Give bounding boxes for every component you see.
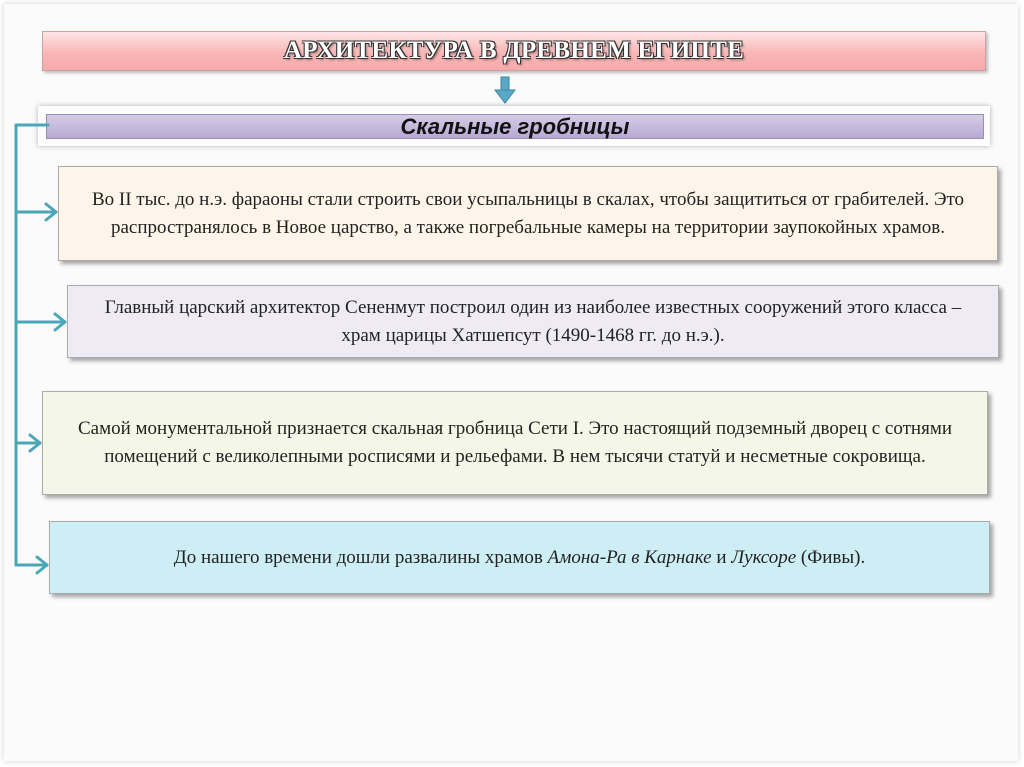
connector-spine — [16, 125, 48, 565]
box-3-text: Самой монументальной признается скальная гробница Сети I. Это настоящий подземный дворец с сотнями помещений с великолепными росписями и рельефами. В нем тысячи статуй и несметные сокровища. — [77, 418, 953, 467]
luxor: Луксоре — [731, 546, 797, 568]
page-title: АРХИТЕКТУРА В ДРЕВНЕМ ЕГИПТЕ — [283, 37, 745, 64]
box-4-text-pre: До нашего времени дошли развалины храмов — [173, 546, 548, 568]
subtitle: Скальные гробницы — [400, 113, 630, 139]
box-4-and: и — [711, 546, 732, 568]
box-4-text — [174, 544, 865, 572]
text-box-2 — [67, 285, 999, 358]
box-1-text: Во II тыс. до н.э. фараоны стали строить свои усыпальницы в скалах, чтобы защититься от грабителей. Это распространялось в Новое царство, а также погребальные камеры на территории заупокойных храмов. — [91, 188, 965, 238]
box-2-text: Главный царский архитектор Сененмут построил один из наиболее известных сооружений этого класса – храм царицы Хатшепсут (1490-1468 гг. до н.э.). — [104, 296, 962, 346]
text-box-1 — [58, 166, 998, 261]
amon-ra-karnak: Амона-Ра в Карнаке — [547, 546, 712, 568]
text-box-4 — [49, 521, 990, 594]
thebes: (Фивы). — [796, 546, 866, 568]
text-box-3 — [42, 391, 988, 495]
